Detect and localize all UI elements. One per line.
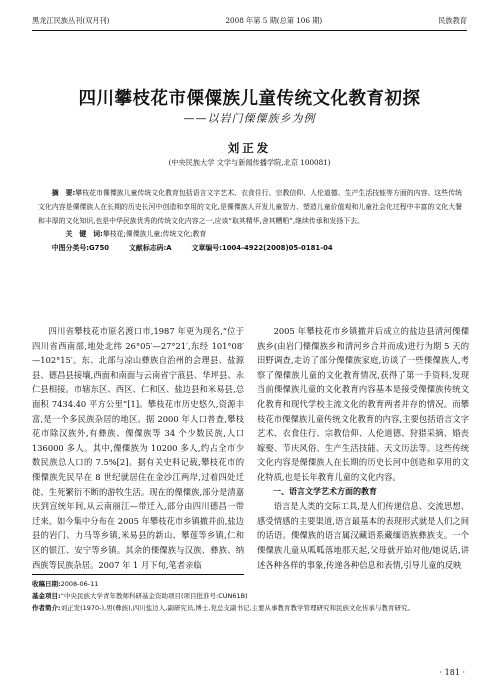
footnotes [32, 578, 472, 614]
received-label: 收稿日期: [32, 580, 61, 588]
body-paragraph: 2005 年攀枝花市乡镇撤并后成立的盐边县清河傈僳族乡(由岩门傈僳族乡和清河乡合并而成)进行为期 5 天的田野调查,走访了部分傈僳族家庭,访谈了一些傈僳族人,考察了傈僳族儿童的文化教育情况,获得了第一手资料,发现当前傈僳族儿童的文化教育内容基本是接受傈僳族传统文化教育和现代学校主流文化的教育两者并存的情况。而攀枝花市傈僳族儿童传统文化教育的内容,主要包括语言文字艺术、衣食住行、宗教信仰、人伦道德、狩猎采摘、婚丧嫁娶、节庆风俗、生产生活技能、天文历法等。这些传统文化内容是傈僳族人在长期的历史长河中创造和享用的文化特质,也是长年教育儿童的文化内容。 [257, 326, 469, 482]
abstract-text: 攀枝花市傈僳族儿童传统文化教育包括语言文字艺术、衣食住行、宗教信仰、人伦道德、生产生活技能等方面的内容。这些传统文化内容是傈僳族人在长期的历史长河中创造和享用的文化,是傈僳族人开发儿童智力、塑造儿童价值观和儿童社会化过程中丰富的文化大餐和丰厚的文化知识,也是中华民族优秀的传统文化内容之一,应该“取其精华,舍其糟粕”,继续传承和发扬下去。 [38, 189, 462, 225]
keywords [38, 228, 462, 242]
received-value: 2008-06-11 [60, 580, 99, 588]
fund-info [32, 590, 472, 602]
column-name: 民族教育 [438, 16, 467, 25]
author-bio [32, 602, 472, 614]
section-heading: 一、语言文学艺术方面的教育 [273, 486, 377, 496]
issue-info: 2008 年第 5 期(总第 106 期) [225, 16, 323, 25]
page-number: · 181 · [439, 668, 465, 677]
body-paragraph: 语言是人类的交际工具,是人们传递信息、交流思想、感受情感的主要渠道,语言最基本的表现形式就是人们之间的话语。傈僳族的语言属汉藏语系藏缅语族彝族支。一个傈僳族儿童从呱呱落地那天起,父母就开始对他/她说话,讲述各种各样的事象,传递各种信息和表情,引导儿童的反映 [257, 501, 469, 570]
fund-label: 基金项目: [32, 592, 61, 600]
running-header [32, 10, 467, 26]
author-bio-label: 作者简介: [32, 604, 61, 612]
document-code: 文献标志码:A [129, 244, 172, 253]
author-bio-value: 刘正发(1970-),男(彝族),四川盐边人,副研究员,博士,党总支副书记,主要从事教育教学管理研究和民族文化传承与教育研究。 [60, 604, 415, 612]
article-title: 四川攀枝花市傈僳族儿童传统文化教育初探 [78, 89, 421, 109]
author-name: 刘正发 [227, 141, 272, 155]
article-subtitle: ——以岩门傈僳族乡为例 [183, 112, 316, 125]
footnote-rule [32, 574, 244, 575]
author-affiliation: (中央民族大学 文学与新闻传播学院,北京 100081) [168, 158, 331, 167]
journal-name: 黑龙江民族丛刊(双月刊) [32, 16, 110, 25]
received-date [32, 578, 472, 590]
body-paragraph: 四川省攀枝花市原名渡口市,1987 年更为现名,“位于四川省西南部,地处北纬 26°05′—27°21′,东经 101°08′—102°15′。东、北部与凉山彝族自治州的会理县、盐源县、德昌县接壤,西面和南面与云南省宁蒗县、华坪县、永仁县相接。市辖东区、西区、仁和区、盐边县和米易县,总面积 7434.40 平方公里”[1]。攀枝花市历史悠久,资源丰富,是一个多民族杂居的地区。据 2000 年人口普查,攀枝花市除汉族外,有彝族、傈僳族等 34 个少数民族,人口 136000 多人。其中,傈僳族为 10200 多人,约占全市少数民族总人口的 7.5%[2]。据有关史料记载,攀枝花市的傈僳族先民早在 8 世纪就居住在金沙江两岸,过着四处迁徙、生死繁衍不断的游牧生活。现在的傈僳族,部分是清嘉庆到宣统年间,从云南丽江—带迁入,部分由四川德昌一带迁来。如今集中分布在 2005 年攀枝花市乡镇撤并前,盐边县的岩门、力马等乡镇,米易县的新山、攀莲等乡镇,仁和区的银江、安宁等乡镇。其余的傈僳族与汉族、彝族、纳西族等民族杂居。2007 年 1 月下旬,笔者亲临 [32, 326, 244, 570]
header-rule [32, 30, 467, 31]
right-column [257, 324, 469, 572]
left-column [32, 324, 244, 572]
keywords-label: 关 键 词: [65, 230, 103, 239]
clc-number: 中图分类号:G750 [51, 244, 110, 253]
keywords-text: 攀枝花;傈僳族儿童;传统文化;教育 [102, 230, 207, 239]
article-id: 文章编号:1004-4922(2008)05-0181-04 [191, 244, 333, 253]
fund-value: “中央民族大学青年教师科研基金资助项目(项目批准号:CUN61B) [60, 592, 248, 600]
abstract-block [38, 187, 462, 256]
abstract [38, 187, 462, 228]
abstract-label: 摘 要: [51, 189, 76, 197]
classification-line [38, 242, 462, 256]
